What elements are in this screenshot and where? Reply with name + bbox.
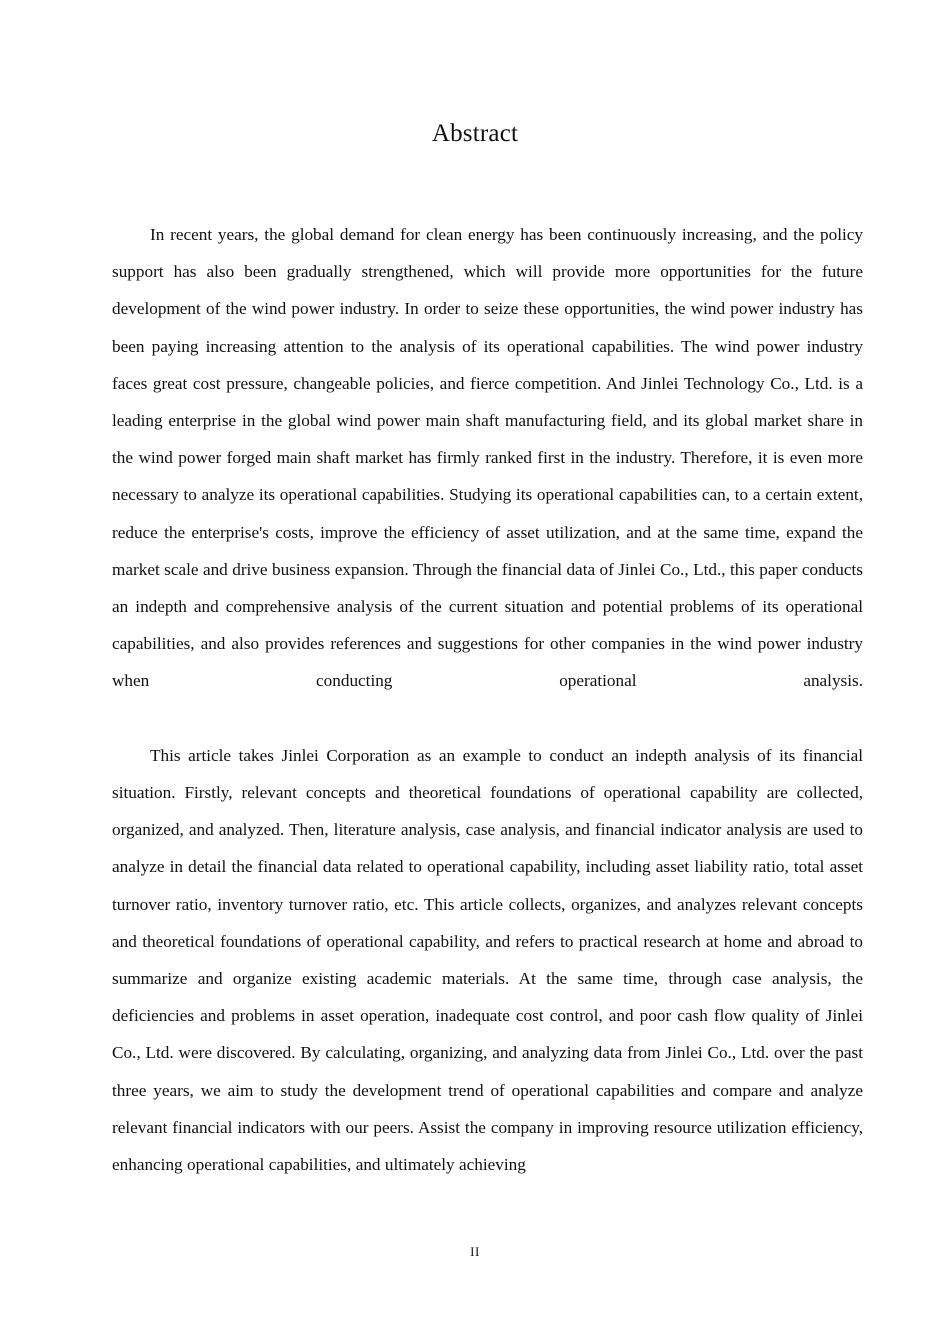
abstract-paragraph-1: In recent years, the global demand for clean energy has been continuously increasing, and the policy support has also been gradually strengthened, which will provide more opportunities for the future development of the wind power industry. In order to seize these opportunities, the wind power industry has been paying increasing attention to the analysis of its operational capabilities. The wind power industry faces great cost pressure, changeable policies, and fierce competition. And Jinlei Technology Co., Ltd. is a leading enterprise in the global wind power main shaft manufacturing field, and its global market share in the wind power forged main shaft market has firmly ranked first in the industry. Therefore, it is even more necessary to analyze its operational capabilities. Studying its operational capabilities can, to a certain extent, reduce the enterprise's costs, improve the efficiency of asset utilization, and at the same time, expand the market scale and drive business expansion. Through the financial data of Jinlei Co., Ltd., this paper conducts an indepth and comprehensive analysis of the current situation and potential problems of its operational capabilities, and also provides references and suggestions for other companies in the wind power industry when conducting operational analysis. — [112, 225, 863, 691]
page-title: Abstract — [431, 120, 519, 147]
page-number: II — [470, 1244, 480, 1259]
abstract-body — [112, 216, 863, 1183]
abstract-paragraph-2: This article takes Jinlei Corporation as an example to conduct an indepth analysis of its financial situation. Firstly, relevant concepts and theoretical foundations of operational capability are collected, organized, and analyzed. Then, literature analysis, case analysis, and financial indicator analysis are used to analyze in detail the financial data related to operational capability, including asset liability ratio, total asset turnover ratio, inventory turnover ratio, etc. This article collects, organizes, and analyzes relevant concepts and theoretical foundations of operational capability, and refers to practical research at home and abroad to summarize and organize existing academic materials. At the same time, through case analysis, the deficiencies and problems in asset operation, inadequate cost control, and poor cash flow quality of Jinlei Co., Ltd. were discovered. By calculating, organizing, and analyzing data from Jinlei Co., Ltd. over the past three years, we aim to study the development trend of operational capabilities and compare and analyze relevant financial indicators with our peers. Assist the company in improving resource utilization efficiency, enhancing operational capabilities, and ultimately achieving — [112, 745, 863, 1175]
